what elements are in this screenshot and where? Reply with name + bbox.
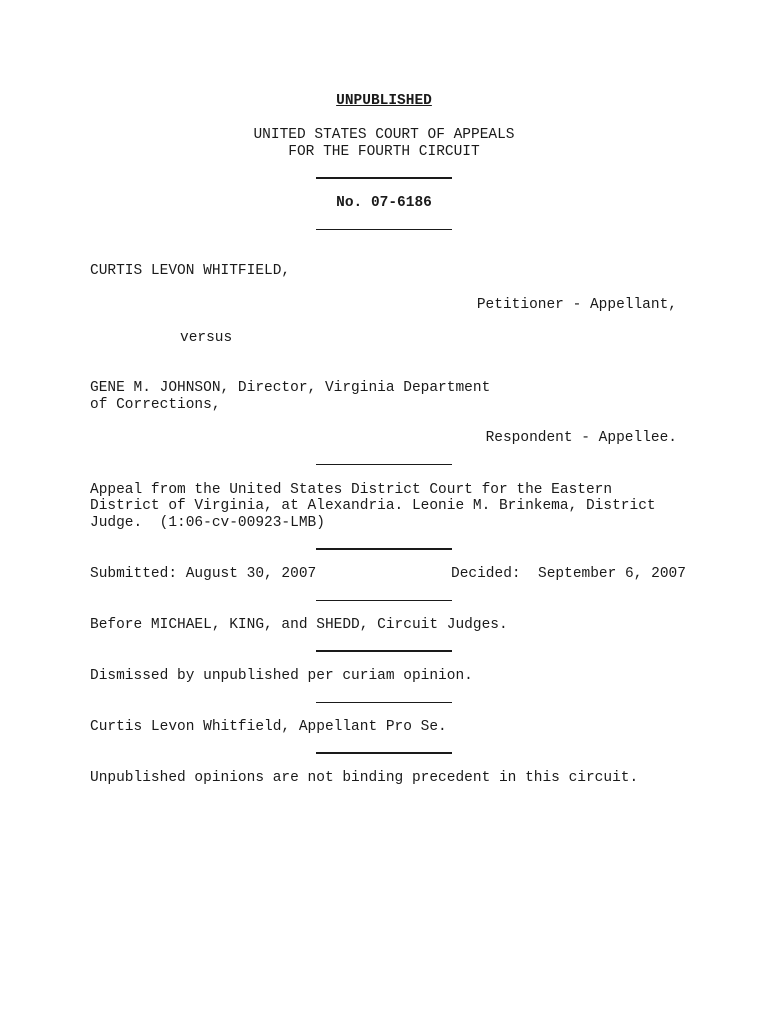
divider-rule	[316, 464, 452, 465]
divider-rule	[316, 752, 452, 754]
court-name-line1: UNITED STATES COURT OF APPEALS	[253, 127, 515, 143]
petitioner-name: CURTIS LEVON WHITFIELD,	[90, 263, 291, 279]
versus-label: versus	[180, 330, 233, 346]
submitted-date: Submitted: August 30, 2007	[90, 566, 317, 582]
court-name-line2: FOR THE FOURTH CIRCUIT	[288, 144, 480, 160]
disposition: Dismissed by unpublished per curiam opinion.	[90, 668, 473, 684]
case-number: No. 07-6186	[336, 195, 432, 211]
appeal-line3: Judge. (1:06-cv-00923-LMB)	[90, 515, 325, 531]
unpublished-label: UNPUBLISHED	[336, 93, 432, 109]
divider-rule	[316, 229, 452, 230]
divider-rule	[316, 702, 452, 703]
appeal-line1: Appeal from the United States District Court for the Eastern	[90, 482, 613, 498]
decided-date: Decided: September 6, 2007	[451, 566, 686, 582]
divider-rule	[316, 177, 452, 179]
respondent-role: Respondent - Appellee.	[485, 430, 677, 446]
divider-rule	[316, 650, 452, 652]
appeal-line2: District of Virginia, at Alexandria. Leonie M. Brinkema, District	[90, 498, 656, 514]
respondent-line1: GENE M. JOHNSON, Director, Virginia Department	[90, 380, 491, 396]
counsel: Curtis Levon Whitfield, Appellant Pro Se.	[90, 719, 447, 735]
respondent-line2: of Corrections,	[90, 397, 221, 413]
precedent-notice: Unpublished opinions are not binding precedent in this circuit.	[90, 770, 639, 786]
petitioner-role: Petitioner - Appellant,	[476, 297, 677, 313]
divider-rule	[316, 548, 452, 550]
panel-judges: Before MICHAEL, KING, and SHEDD, Circuit Judges.	[90, 617, 508, 633]
divider-rule	[316, 600, 452, 601]
